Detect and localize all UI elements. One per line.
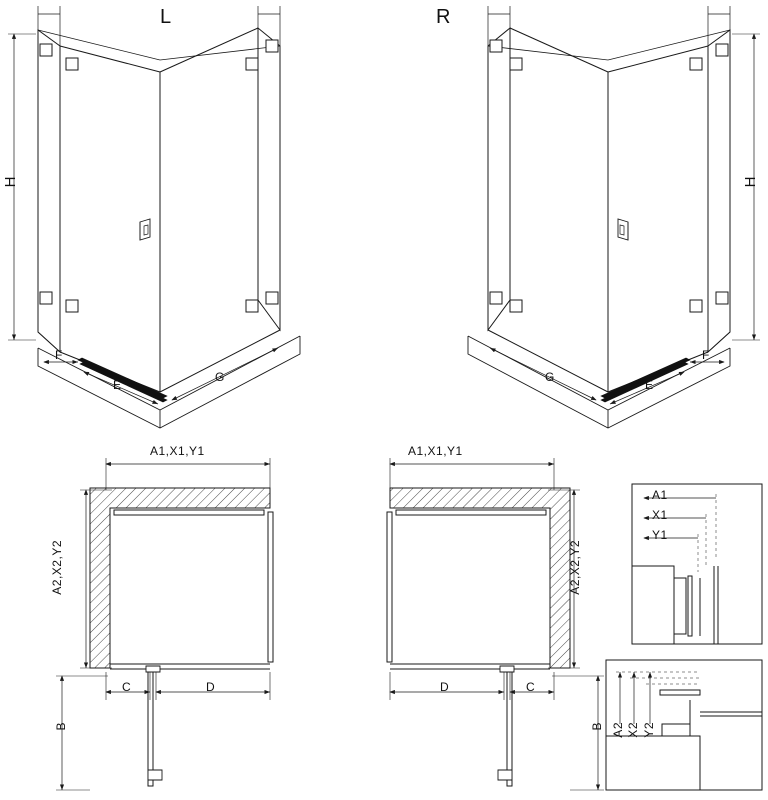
label-a2x2y2-left: A2,X2,Y2 (50, 540, 64, 595)
label-x2-detail: X2 (626, 722, 640, 738)
label-a1-detail: A1 (652, 488, 668, 502)
iso-view-right (468, 6, 760, 428)
label-a2x2y2-right: A2,X2,Y2 (568, 540, 582, 595)
label-y2-detail: Y2 (642, 722, 656, 738)
label-y1-detail: Y1 (652, 528, 668, 542)
label-f-left: F (55, 348, 63, 362)
iso-view-left (8, 6, 300, 428)
label-f-right: F (702, 348, 710, 362)
label-g-left: G (215, 370, 225, 384)
label-height-left: H (2, 176, 19, 188)
label-handing-right: R (436, 6, 451, 28)
label-e-left: E (113, 378, 122, 392)
label-a2-detail: A2 (611, 722, 625, 738)
label-x1-detail: X1 (652, 508, 668, 522)
label-c-left: C (122, 680, 132, 694)
label-d-left: D (206, 680, 216, 694)
label-d-right: D (440, 680, 450, 694)
plan-view-left (56, 458, 273, 790)
label-c-right: C (526, 680, 536, 694)
label-a1x1y1-left: A1,X1,Y1 (150, 444, 205, 458)
label-b-left: B (54, 722, 68, 731)
plan-view-right (387, 458, 604, 790)
label-g-right: G (545, 370, 555, 384)
label-handing-left: L (160, 6, 172, 28)
label-e-right: E (645, 378, 654, 392)
label-height-right: H (742, 176, 759, 188)
label-a1x1y1-right: A1,X1,Y1 (408, 444, 463, 458)
label-b-right: B (590, 722, 604, 731)
